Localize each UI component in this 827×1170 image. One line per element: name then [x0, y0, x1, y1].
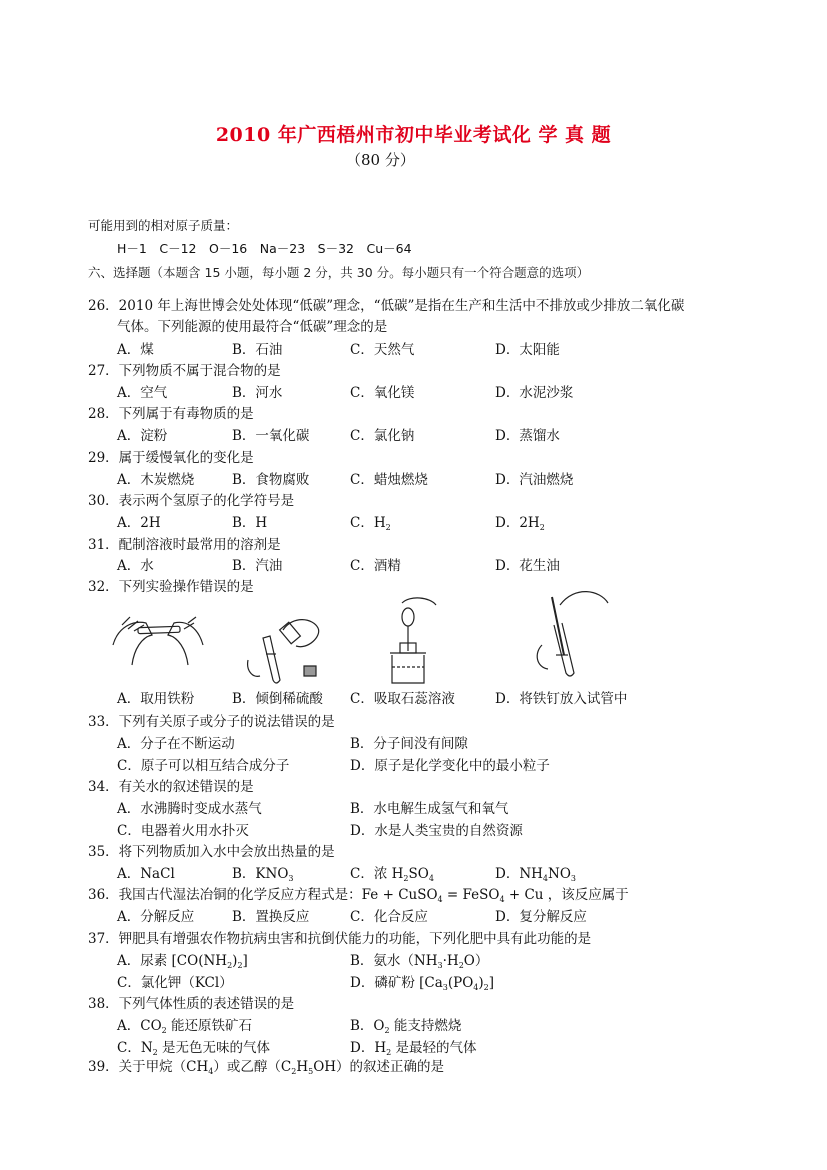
option-b: B．$O_2$ 能支持燃烧	[350, 1018, 462, 1035]
question-stem-cont: 气体。下列能源的使用最符合“低碳”理念的是	[117, 319, 388, 335]
option-d: D．蒸馏水	[495, 428, 560, 444]
option-c: C．$N_2$ 是无色无味的气体	[117, 1040, 271, 1057]
option-d: D．$2H_2$	[495, 515, 545, 532]
score-label: （80 分）	[346, 151, 415, 169]
option-b: B．分子间没有间隙	[350, 736, 468, 752]
option-c: C．蜡烛燃烧	[350, 472, 428, 488]
option-a: A．木炭燃烧	[117, 472, 195, 488]
question-stem: 30．表示两个氢原子的化学符号是	[88, 493, 295, 509]
option-c: C．原子可以相互结合成分子	[117, 758, 290, 774]
question-stem: 36．我国古代湿法冶铜的化学反应方程式是：Fe + CuSO$_4$ = FeSO$_4$ + Cu ，该反应属于	[88, 887, 629, 904]
question-stem: 34．有关水的叙述错误的是	[88, 779, 254, 795]
option-a: A．取用铁粉	[117, 691, 195, 707]
page-title: 2010 年广西梧州市初中毕业考试化 学 真 题	[215, 124, 612, 146]
question-stem: 26．2010 年上海世博会处处体现“低碳”理念，“低碳”是指在生产和生活中不排放或少排放二氧化碳	[88, 298, 685, 314]
question-stem: 37．钾肥具有增强农作物抗病虫害和抗倒伏能力的功能，下列化肥中具有此功能的是	[88, 931, 592, 947]
option-a: A．NaCl	[117, 866, 175, 882]
option-b: B．置换反应	[232, 909, 310, 925]
question-stem: 31．配制溶液时最常用的溶剂是	[88, 537, 281, 553]
option-b: B．一氧化碳	[232, 428, 310, 444]
option-d: D．太阳能	[495, 342, 560, 358]
option-b: B．食物腐败	[232, 472, 310, 488]
option-b: B．倾倒稀硫酸	[232, 691, 323, 707]
option-b: B．水电解生成氢气和氧气	[350, 801, 509, 817]
option-c: C．浓 $H_2SO_4$	[350, 866, 434, 883]
option-a: A．空气	[117, 385, 168, 401]
option-a: A．分解反应	[117, 909, 195, 925]
option-c: C．电器着火用水扑灭	[117, 823, 249, 839]
option-d: D．将铁钉放入试管中	[495, 691, 628, 707]
option-c: C．氯化钾（KCl）	[117, 975, 233, 991]
figure-iron-nail-tube	[520, 585, 612, 680]
question-stem: 33．下列有关原子或分子的说法错误的是	[88, 714, 335, 730]
option-c: C．天然气	[350, 342, 415, 358]
option-a: A．2H	[117, 515, 161, 531]
option-a: A．尿素 $[CO(NH_2)_2]$	[117, 953, 248, 970]
option-d: D．磷矿粉 $[Ca_3(PO_4)_2]$	[350, 975, 495, 992]
question-stem: 38．下列气体性质的表述错误的是	[88, 996, 295, 1012]
option-c: C．化合反应	[350, 909, 428, 925]
option-a: A．$CO_2$ 能还原铁矿石	[117, 1018, 253, 1035]
section-title: 六、选择题	[88, 265, 151, 280]
figure-take-iron-powder	[108, 605, 208, 667]
option-d: D．复分解反应	[495, 909, 587, 925]
figure-dropper-litmus	[380, 595, 440, 687]
option-a: A．煤	[117, 342, 154, 358]
option-a: A．分子在不断运动	[117, 736, 235, 752]
option-d: D．汽油燃烧	[495, 472, 574, 488]
option-c: C．吸取石蕊溶液	[350, 691, 455, 707]
figure-pour-acid	[238, 610, 328, 685]
option-d: D．$H_2$ 是最轻的气体	[350, 1040, 477, 1057]
option-d: D．水是人类宝贵的自然资源	[350, 823, 523, 839]
atomic-mass-values: H－1 C－12 O－16 Na－23 S－32 Cu－64	[117, 241, 412, 256]
question-stem: 39．关于甲烷$(CH_4)$或乙醇$(C_2H_5OH)$的叙述正确的是	[88, 1059, 445, 1076]
option-b: B．汽油	[232, 558, 283, 574]
option-b: B．H	[232, 515, 268, 531]
option-c: C．$H_2$	[350, 515, 391, 532]
question-stem: 32．下列实验操作错误的是	[88, 579, 254, 595]
option-d: D．原子是化学变化中的最小粒子	[350, 758, 550, 774]
option-b: B．河水	[232, 385, 283, 401]
option-c: C．酒精	[350, 558, 401, 574]
question-stem: 27．下列物质不属于混合物的是	[88, 363, 281, 379]
question-stem: 35．将下列物质加入水中会放出热量的是	[88, 844, 335, 860]
question-stem: 28．下列属于有毒物质的是	[88, 406, 254, 422]
option-d: D．水泥沙浆	[495, 385, 574, 401]
option-d: D．$NH_4NO_3$	[495, 866, 576, 883]
option-a: A．水沸腾时变成水蒸气	[117, 801, 262, 817]
option-c: C．氧化镁	[350, 385, 415, 401]
option-a: A．水	[117, 558, 154, 574]
option-c: C．氯化钠	[350, 428, 415, 444]
section-note: （本题含 15 小题，每小题 2 分，共 30 分。每小题只有一个符合题意的选项）	[150, 265, 590, 280]
option-b: B．氨水$(NH_3\cdot H_2O)$	[350, 953, 489, 970]
option-d: D．花生油	[495, 558, 560, 574]
option-b: B．石油	[232, 342, 283, 358]
option-a: A．淀粉	[117, 428, 168, 444]
question-stem: 29．属于缓慢氧化的变化是	[88, 450, 254, 466]
section-heading	[88, 264, 589, 282]
option-b: B．$KNO_3$	[232, 866, 294, 883]
atomic-mass-label: 可能用到的相对原子质量：	[88, 218, 239, 233]
